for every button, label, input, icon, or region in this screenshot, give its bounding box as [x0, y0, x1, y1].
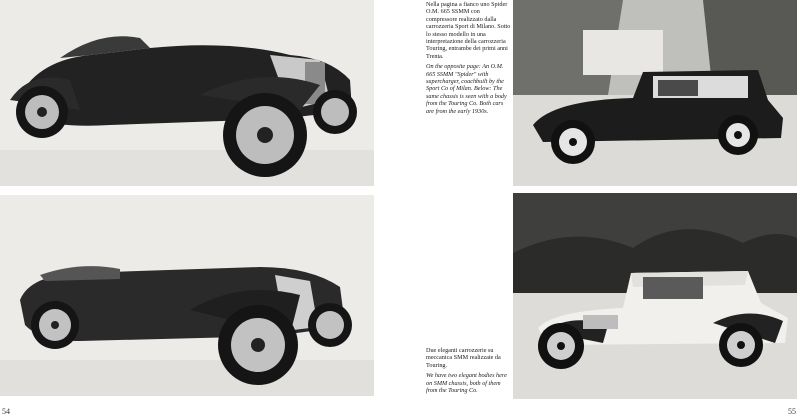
page-number-right: 55	[788, 407, 796, 416]
touring-spider-photo	[0, 195, 374, 396]
caption-bottom-english: We have two elegant bodies here on SMM chassis, both of them from the Touring Co.	[426, 372, 507, 395]
page-number-left: 54	[2, 407, 10, 416]
black-coupe-photo	[513, 0, 797, 186]
white-coupe-photo	[513, 193, 797, 399]
caption-bottom	[426, 347, 512, 397]
caption-top	[426, 1, 512, 118]
caption-bottom-italian: Due eleganti carrozzerie su meccanica SMM realizzate da Touring.	[426, 347, 501, 369]
caption-top-italian: Nella pagina a fianco uno Spider O.M. 665 SSMM con compressore realizzato dalla carrozzeria Sport di Milano. Sotto lo stesso modello in una interpretazione della carrozzeria Touring, entrambe dei primi anni Trenta.	[426, 1, 511, 60]
spider-photo	[0, 0, 374, 186]
caption-top-english: On the opposite page: An O.M. 665 SSMM "Spider" with supercharger, coachbuilt by the Sport Co of Milan. Below: The same chassis is seen with a body from the Touring Co. Both cars are from the early 1930s.	[426, 63, 507, 115]
